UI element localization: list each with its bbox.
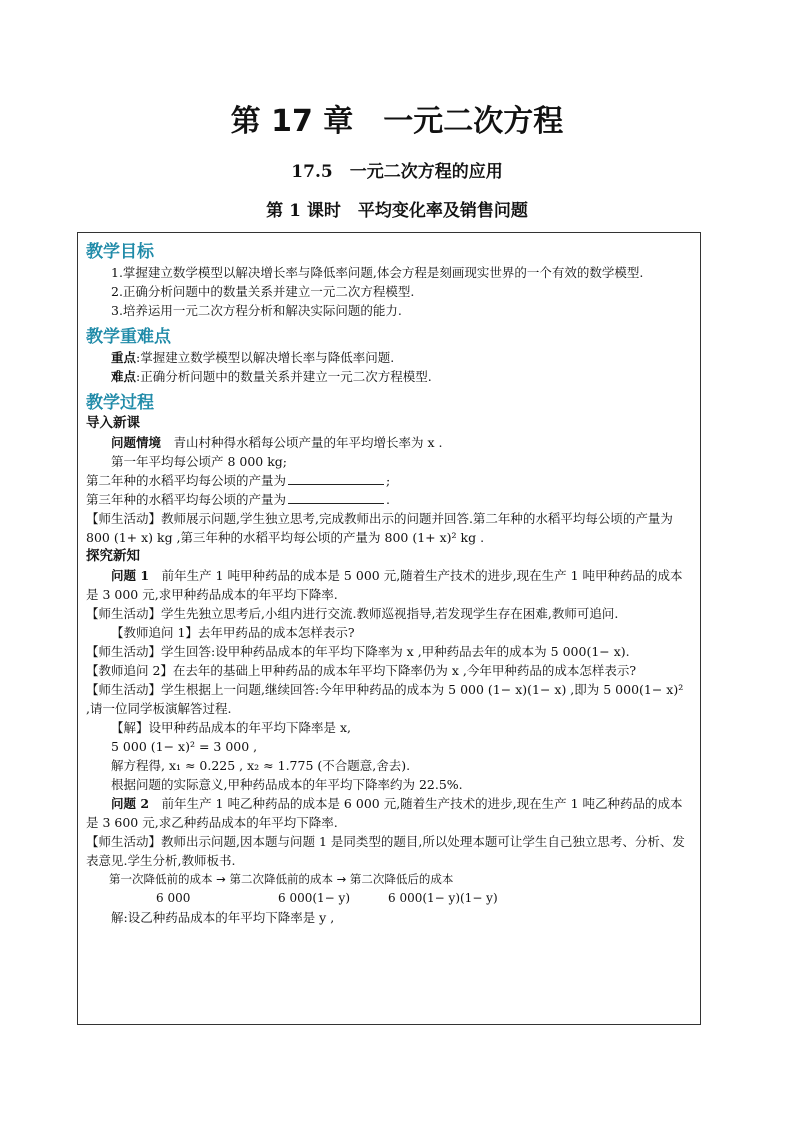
lesson-plan-box: [77, 232, 701, 1025]
line-year2: [86, 471, 690, 490]
key-label: 重点: [111, 350, 137, 365]
goal-item: 3.培养运用一元二次方程分析和解决实际问题的能力.: [111, 303, 402, 318]
flow-value-3: 6 000(1− y)(1− y): [388, 891, 498, 905]
q1-label: 问题 1: [111, 568, 150, 583]
solution-line: 解:设乙种药品成本的年平均下降率是 y ,: [111, 910, 335, 925]
flow-value-1: 6 000: [156, 891, 191, 905]
cost-flow: 第一次降低前的成本 → 第二次降低前的成本 → 第二次降低后的成本: [109, 872, 454, 886]
chapter-title: 第 17 章 一元二次方程: [230, 104, 564, 139]
line-year3-end: .: [386, 492, 390, 507]
scenario-label: 问题情境: [111, 435, 162, 450]
activity-text: 【师生活动】教师展示问题,学生独立思考,完成教师出示的问题并回答.第二年种的水稻平均每公顷的产量为 800 (1+ x) kg ,第三年种的水稻平均每公顷的产量为 800 (1+ x)² kg .: [86, 511, 673, 545]
explore-heading: 探究新知: [86, 548, 140, 564]
line-year1: 第一年平均每公顷产 8 000 kg;: [111, 454, 288, 469]
intro-heading: 导入新课: [86, 415, 140, 431]
scenario-text: 青山村种得水稻每公顷产量的年平均增长率为 x .: [161, 435, 443, 450]
activity-text: 【师生活动】学生先独立思考后,小组内进行交流.教师巡视指导,若发现学生存在困难,教师可追问.: [86, 606, 619, 621]
diff-text: :正确分析问题中的数量关系并建立一元二次方程模型.: [136, 369, 432, 384]
solution-line: 解方程得, x₁ ≈ 0.225 , x₂ ≈ 1.775 (不合题意,舍去).: [111, 758, 411, 773]
answer-blank: [288, 472, 384, 485]
cost-flow-values: [86, 889, 690, 908]
followup-2: 【教师追问 2】在去年的基础上甲种药品的成本年平均下降率仍为 x ,今年甲种药品的成本怎样表示?: [86, 663, 637, 678]
line-year2-end: ;: [386, 473, 391, 488]
activity-text: 【师生活动】学生根据上一问题,继续回答:今年甲种药品的成本为 5 000 (1− x)(1− x) ,即为 5 000(1− x)² ,请一位同学板演解答过程.: [86, 682, 684, 716]
line-year2-text: 第二年种的水稻平均每公顷的产量为: [86, 473, 287, 488]
lesson-title: 第 1 课时 平均变化率及销售问题: [266, 201, 528, 221]
solution-line: 【解】设甲种药品成本的年平均下降率是 x,: [111, 720, 351, 735]
solution-equation: 5 000 (1− x)² = 3 000 ,: [111, 739, 258, 754]
diff-label: 难点: [111, 369, 137, 384]
q1-text: 前年生产 1 吨甲种药品的成本是 5 000 元,随着生产技术的进步,现在生产 1 吨甲种药品的成本是 3 000 元,求甲种药品成本的年平均下降率.: [86, 568, 683, 602]
activity-text: 【师生活动】学生回答:设甲种药品成本的年平均下降率为 x ,甲种药品去年的成本为 5 000(1− x).: [86, 644, 630, 659]
goal-item: 2.正确分析问题中的数量关系并建立一元二次方程模型.: [111, 284, 415, 299]
q2-label: 问题 2: [111, 796, 150, 811]
answer-blank: [288, 491, 384, 504]
activity-text: 【师生活动】教师出示问题,因本题与问题 1 是同类型的题目,所以处理本题可让学生自己独立思考、分析、发表意见.学生分析,教师板书.: [86, 834, 685, 868]
flow-value-2: 6 000(1− y): [278, 891, 350, 905]
followup-1: 【教师追问 1】去年甲药品的成本怎样表示?: [111, 625, 355, 640]
goals-heading: 教学目标: [86, 242, 154, 262]
line-year3-text: 第三年种的水稻平均每公顷的产量为: [86, 492, 287, 507]
key-text: :掌握建立数学模型以解决增长率与降低率问题.: [136, 350, 395, 365]
section-title: 17.5 一元二次方程的应用: [291, 162, 503, 182]
goal-item: 1.掌握建立数学模型以解决增长率与降低率问题,体会方程是刻画现实世界的一个有效的数学模型.: [111, 265, 644, 280]
process-heading: 教学过程: [86, 393, 154, 413]
line-year3: [86, 490, 690, 509]
difficult-point: [86, 367, 690, 386]
question-1: [86, 566, 690, 604]
keypoints-heading: 教学重难点: [86, 327, 171, 347]
q2-text: 前年生产 1 吨乙种药品的成本是 6 000 元,随着生产技术的进步,现在生产 1 吨乙种药品的成本是 3 600 元,求乙种药品成本的年平均下降率.: [86, 796, 683, 830]
question-2: [86, 794, 690, 832]
scenario: [86, 433, 690, 452]
key-point: [86, 348, 690, 367]
solution-line: 根据问题的实际意义,甲种药品成本的年平均下降率约为 22.5%.: [111, 777, 463, 792]
